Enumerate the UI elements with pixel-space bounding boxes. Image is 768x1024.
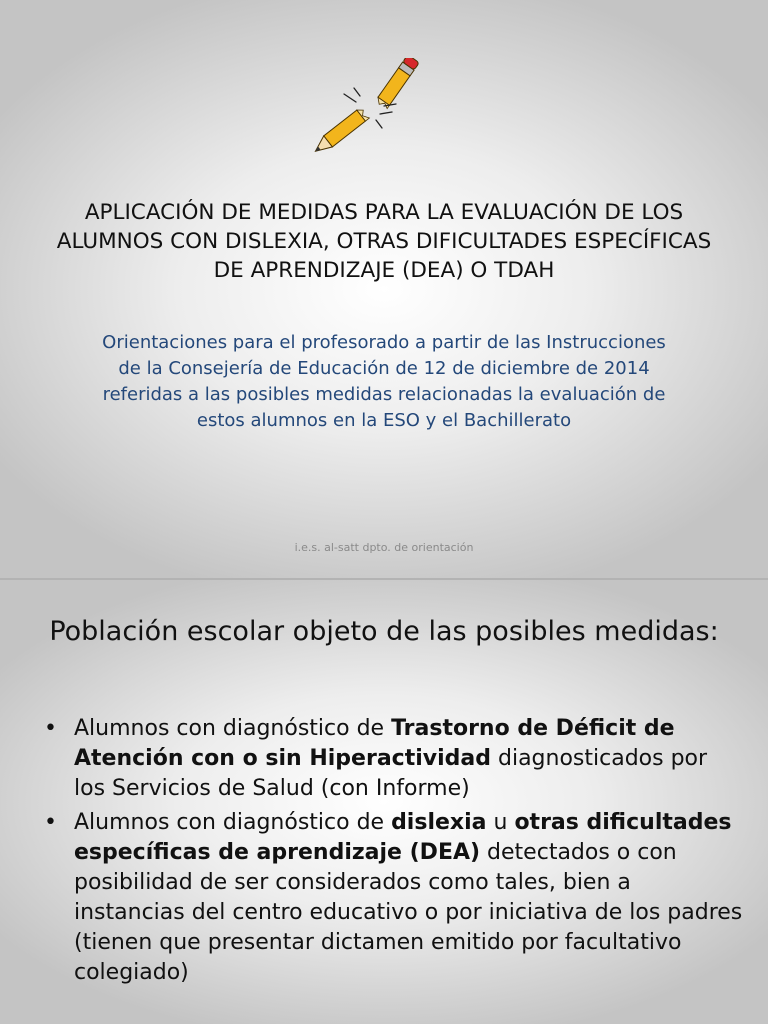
- bullet-list: [44, 714, 744, 992]
- subtitle: Orientaciones para el profesorado a partir de las Instrucciones de la Consejería de Educación de 12 de diciembre de 2014 referidas a las posibles medidas relacionadas la evaluación de estos alumnos en la ESO y el Bachillerato: [102, 332, 666, 431]
- bullet-bold-text: dislexia: [391, 810, 487, 835]
- page-title: APLICACIÓN DE MEDIDAS PARA LA EVALUACIÓN DE LOS ALUMNOS CON DISLEXIA, OTRAS DIFICULTADES ESPECÍFICAS DE APRENDIZAJE (DEA) O TDAH: [56, 200, 712, 283]
- bullet-text: Alumnos con diagnóstico de: [74, 810, 392, 835]
- slide-2-title: Población escolar objeto de las posibles medidas:: [49, 616, 719, 647]
- bullet-text: u: [486, 810, 515, 835]
- bullet-text: diagnosticados por los Servicios de Salud (con Informe): [74, 746, 708, 801]
- bullet-text: Alumnos con diagnóstico de: [74, 716, 392, 741]
- bullet-bold-text: Trastorno de Déficit de Atención con o sin Hiperactividad: [74, 716, 675, 771]
- bullet-dot: •: [44, 810, 57, 835]
- list-item: [44, 714, 744, 804]
- bullet-dot: •: [44, 716, 57, 741]
- list-item: [44, 808, 744, 988]
- bullet-text: detectados o con posibilidad de ser considerados como tales, bien a instancias del centro educativo o por iniciativa de los padres (tienen que presentar dictamen emitido por facultativo colegiado): [74, 840, 743, 985]
- broken-pencil-icon: [300, 58, 420, 166]
- footer-text: i.e.s. al-satt dpto. de orientación: [294, 541, 474, 554]
- bullet-bold-text: otras dificultades específicas de aprendizaje (DEA): [74, 810, 732, 865]
